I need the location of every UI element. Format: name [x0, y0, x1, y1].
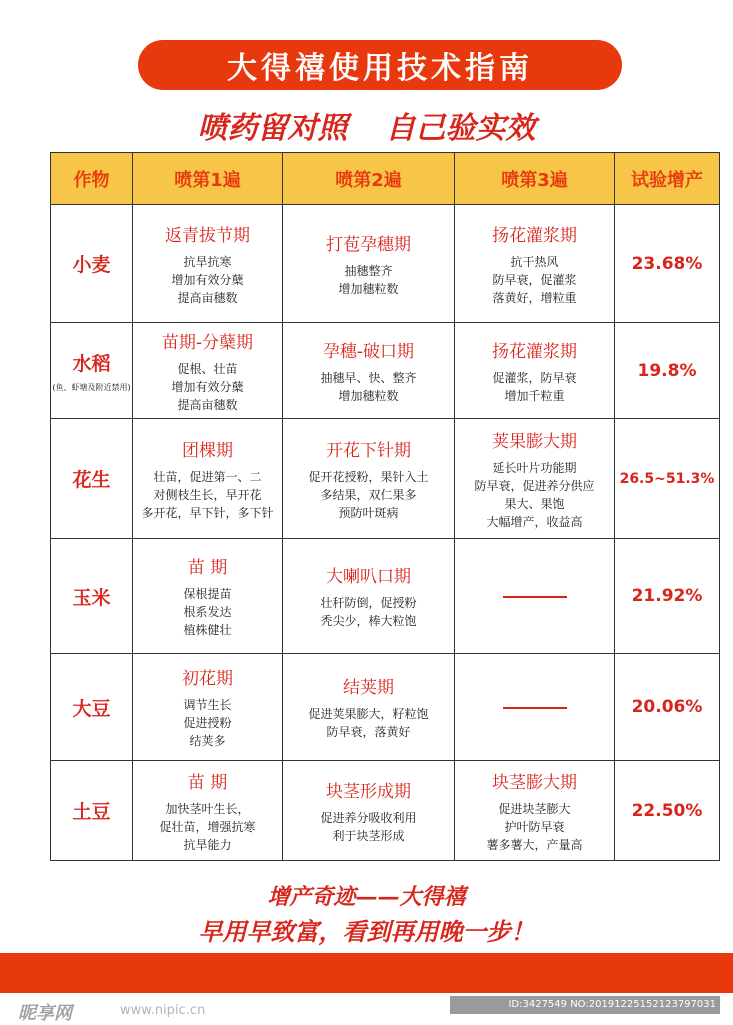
growth-stage: 苗 期	[187, 558, 228, 578]
growth-stage: 返青拔节期	[165, 225, 250, 246]
growth-stage: 孕穗-破口期	[322, 341, 415, 362]
subtitle-part-2: 自己验实效	[385, 111, 536, 146]
effect-line: 对侧枝生长，早开花	[153, 487, 262, 502]
guide-table	[50, 152, 720, 861]
crop-name: 水稻	[72, 352, 111, 375]
growth-stage: 团棵期	[182, 440, 233, 461]
crop-note: (鱼、虾塘及附近禁用)	[52, 382, 131, 392]
header-crop: 作物	[51, 153, 133, 205]
effect-line: 促进养分吸收利用	[320, 810, 417, 825]
effect-line: 防早衰，落黄好	[326, 725, 411, 739]
spray-1-cell	[133, 539, 283, 654]
yield-increase: 21.92%	[615, 539, 720, 654]
spray-1-cell	[133, 323, 283, 419]
yield-increase: 26.5~51.3%	[615, 419, 720, 539]
effect-line: 提高亩穗数	[177, 397, 238, 412]
growth-stage: 块茎形成期	[326, 781, 411, 802]
empty-dash	[503, 596, 567, 598]
effect-line: 抽穗早、快、整齐	[320, 370, 417, 385]
crop-name: 土豆	[72, 801, 111, 823]
empty-dash	[503, 707, 567, 709]
effect-line: 防早衰，促进养分供应	[474, 478, 595, 493]
growth-stage: 初花期	[182, 669, 233, 689]
crop-cell	[51, 761, 133, 861]
crop-name: 花生	[72, 469, 111, 491]
effect-line: 促开花授粉，果针入土	[308, 469, 429, 484]
growth-stage: 苗 期	[187, 772, 228, 793]
yield-increase: 20.06%	[615, 654, 720, 761]
table-row	[51, 654, 720, 761]
crop-cell	[51, 539, 133, 654]
effect-line: 预防叶斑病	[338, 505, 399, 520]
watermark-url: www.nipic.cn	[120, 1003, 206, 1018]
spray-2-cell	[283, 539, 455, 654]
effect-line: 抗旱抗寒	[183, 254, 232, 269]
effect-line: 增加穗粒数	[338, 281, 399, 296]
growth-stage: 开花下针期	[326, 440, 411, 461]
spray-1-cell	[133, 419, 283, 539]
growth-stage: 打苞孕穗期	[326, 234, 411, 255]
subtitle	[0, 103, 733, 147]
table-row	[51, 539, 720, 654]
growth-stage: 大喇叭口期	[326, 567, 411, 587]
effect-line: 增加穗粒数	[338, 388, 399, 403]
effect-line: 薯多薯大，产量高	[486, 837, 583, 852]
spray-2-cell	[283, 323, 455, 419]
growth-stage: 苗期-分蘖期	[161, 332, 254, 353]
effect-line: 增加千粒重	[504, 388, 565, 403]
effect-line: 促壮苗，增强抗寒	[159, 819, 256, 834]
subtitle-part-1: 喷药留对照	[197, 111, 348, 146]
effect-line: 抽穗整齐	[344, 263, 393, 278]
effect-line: 促进荚果膨大，籽粒饱	[308, 707, 429, 721]
crop-name: 小麦	[72, 254, 111, 276]
spray-2-cell	[283, 654, 455, 761]
table-row	[51, 761, 720, 861]
effect-line: 促根、壮苗	[177, 361, 238, 376]
effect-line: 保根提苗	[183, 587, 232, 601]
effect-line: 调节生长	[183, 698, 232, 712]
effect-line: 护叶防早衰	[504, 819, 565, 834]
effect-line: 秃尖少，棒大粒饱	[320, 614, 417, 628]
table-row	[51, 205, 720, 323]
spray-3-cell	[455, 539, 615, 654]
growth-stage: 结荚期	[343, 678, 394, 698]
spray-3-cell	[455, 419, 615, 539]
spray-1-cell	[133, 761, 283, 861]
header-spray-3: 喷第3遍	[455, 153, 615, 205]
effect-line: 抗旱能力	[183, 837, 232, 852]
effect-line: 延长叶片功能期	[492, 460, 577, 475]
yield-increase: 19.8%	[615, 323, 720, 419]
crop-name: 玉米	[72, 586, 111, 609]
header-yield: 试验增产	[615, 153, 720, 205]
growth-stage: 扬花灌浆期	[492, 341, 577, 362]
effect-line: 提高亩穗数	[177, 290, 238, 305]
spray-2-cell	[283, 205, 455, 323]
slogan-line-1: 增产奇迹——大得禧	[267, 884, 466, 910]
effect-line: 植株健壮	[183, 623, 232, 637]
spray-3-cell	[455, 761, 615, 861]
watermark-logo: 昵享网	[18, 1003, 72, 1024]
table-row	[51, 419, 720, 539]
effect-line: 多结果，双仁果多	[320, 487, 417, 502]
effect-line: 促进块茎膨大	[498, 801, 571, 816]
growth-stage: 块茎膨大期	[492, 772, 577, 793]
watermark-id: ID:3427549 NO:20191225152123797031	[450, 996, 720, 1014]
bottom-bar	[0, 953, 733, 993]
spray-3-cell	[455, 205, 615, 323]
spray-2-cell	[283, 761, 455, 861]
effect-line: 促灌浆，防早衰	[492, 370, 577, 385]
spray-1-cell	[133, 654, 283, 761]
effect-line: 促进授粉	[183, 716, 232, 730]
crop-cell	[51, 654, 133, 761]
growth-stage: 荚果膨大期	[492, 431, 577, 452]
growth-stage: 扬花灌浆期	[492, 225, 577, 246]
spray-1-cell	[133, 205, 283, 323]
table-row	[51, 323, 720, 419]
title-banner	[138, 40, 622, 90]
effect-line: 果大、果饱	[504, 496, 565, 511]
header-spray-2: 喷第2遍	[283, 153, 455, 205]
crop-cell	[51, 419, 133, 539]
yield-increase: 22.50%	[615, 761, 720, 861]
effect-line: 抗干热风	[510, 254, 559, 269]
effect-line: 根系发达	[183, 605, 232, 619]
effect-line: 增加有效分蘖	[171, 272, 244, 287]
header-spray-1: 喷第1遍	[133, 153, 283, 205]
effect-line: 防早衰，促灌浆	[492, 272, 577, 287]
table-header-row	[51, 153, 720, 205]
page-title: 大得禧使用技术指南	[227, 51, 533, 86]
crop-cell	[51, 205, 133, 323]
crop-cell	[51, 323, 133, 419]
effect-line: 落黄好，增粒重	[492, 290, 577, 305]
effect-line: 大幅增产，收益高	[486, 514, 583, 529]
crop-name: 大豆	[72, 697, 111, 720]
effect-line: 壮苗，促进第一、二	[153, 469, 262, 484]
yield-increase: 23.68%	[615, 205, 720, 323]
spray-3-cell	[455, 654, 615, 761]
spray-2-cell	[283, 419, 455, 539]
effect-line: 增加有效分蘖	[171, 379, 244, 394]
effect-line: 结荚多	[189, 734, 226, 748]
effect-line: 加快茎叶生长，	[165, 801, 250, 816]
slogan-line-2: 早用早致富，看到再用晚一步！	[198, 917, 535, 946]
effect-line: 多开花，早下针，多下针	[141, 505, 274, 520]
effect-line: 利于块茎形成	[332, 828, 405, 843]
spray-3-cell	[455, 323, 615, 419]
effect-line: 壮秆防倒，促授粉	[320, 596, 417, 610]
